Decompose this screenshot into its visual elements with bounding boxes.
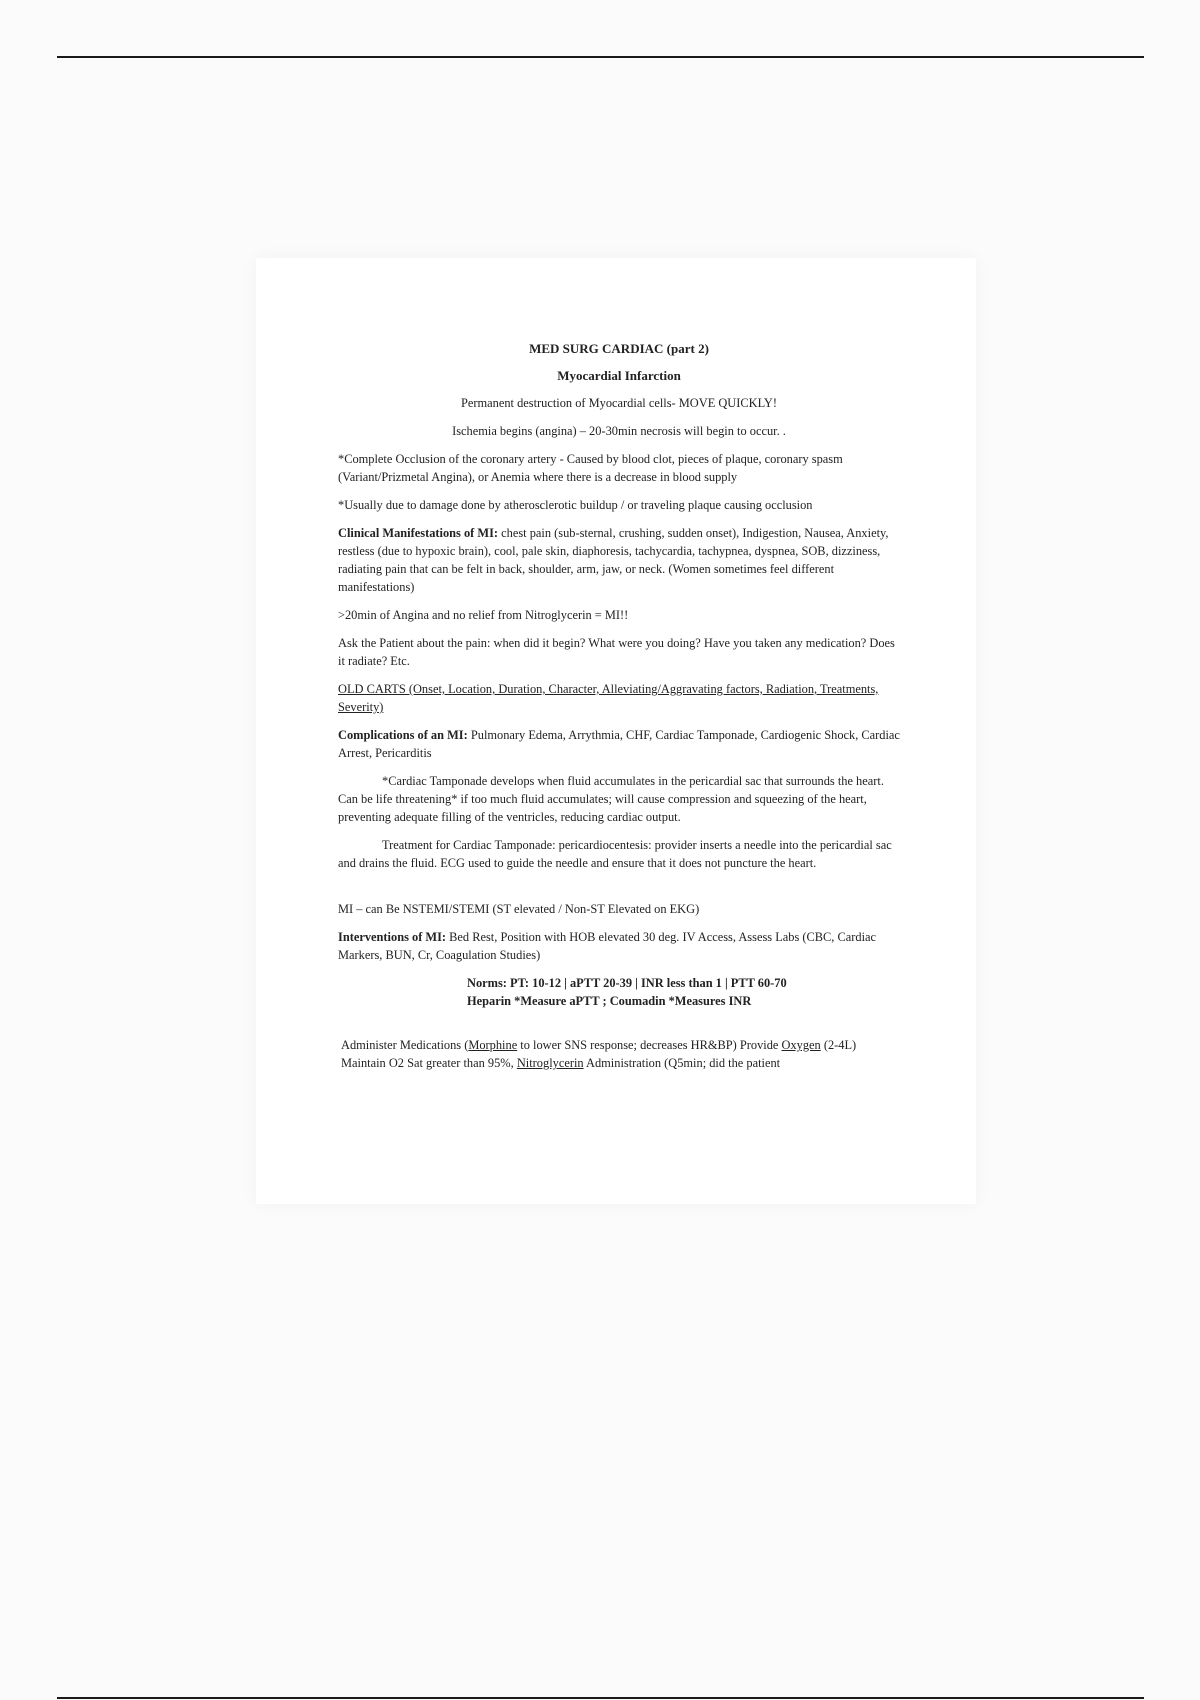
complications-label: Complications of an MI: <box>338 728 468 742</box>
clinical-manifestations-paragraph <box>338 524 900 596</box>
admin-text-3: (2-4L) Maintain O2 Sat greater than 95%, <box>341 1038 857 1070</box>
norms-line-2: Heparin *Measure aPTT ; Coumadin *Measures INR <box>467 994 752 1008</box>
document-title: MED SURG CARDIAC (part 2) <box>529 341 709 356</box>
tamponade-paragraph: *Cardiac Tamponade develops when fluid accumulates in the pericardial sac that surrounds the heart. Can be life threatening* if too much fluid accumulates; will cause compression and squeezing of the heart, preventing adequate filling of the ventricles, reducing cardiac output. <box>338 774 884 824</box>
document-content <box>338 340 900 1082</box>
angina-line: >20min of Angina and no relief from Nitroglycerin = MI!! <box>338 608 629 622</box>
norms-line-1: Norms: PT: 10-12 | aPTT 20-39 | INR less than 1 | PTT 60-70 <box>467 976 787 990</box>
bottom-divider <box>57 1697 1144 1699</box>
atherosclerosis-paragraph: *Usually due to damage done by atherosclerotic buildup / or traveling plaque causing occlusion <box>338 498 813 512</box>
complications-text: Pulmonary Edema, Arrythmia, CHF, Cardiac Tamponade, Cardiogenic Shock, Cardiac Arrest, Pericarditis <box>338 728 900 760</box>
complications-paragraph <box>338 726 900 762</box>
oxygen-term: Oxygen <box>781 1038 821 1052</box>
treatment-paragraph: Treatment for Cardiac Tamponade: pericardiocentesis: provider inserts a needle into the pericardial sac and drains the fluid. ECG used to guide the needle and ensure that it does not puncture the heart. <box>338 838 892 870</box>
administer-paragraph <box>338 1036 900 1072</box>
interventions-paragraph <box>338 928 900 964</box>
ischemia-line: Ischemia begins (angina) – 20-30min necrosis will begin to occur. . <box>452 424 786 438</box>
ask-patient-paragraph: Ask the Patient about the pain: when did it begin? What were you doing? Have you taken any medication? Does it radiate? Etc. <box>338 636 895 668</box>
top-divider <box>57 56 1144 58</box>
admin-text-1: Administer Medications ( <box>341 1038 469 1052</box>
admin-text-4: Administration (Q5min; did the patient <box>583 1056 781 1070</box>
intro-line: Permanent destruction of Myocardial cells- MOVE QUICKLY! <box>460 396 777 410</box>
admin-text-2: to lower SNS response; decreases HR&BP) Provide <box>517 1038 782 1052</box>
clinical-label: Clinical Manifestations of MI: <box>338 526 499 540</box>
norms-block <box>338 974 900 1010</box>
nstemi-line: MI – can Be NSTEMI/STEMI (ST elevated / Non-ST Elevated on EKG) <box>338 902 700 916</box>
spacer <box>338 882 900 900</box>
nitroglycerin-term: Nitroglycerin <box>516 1056 584 1070</box>
morphine-term: Morphine <box>468 1038 518 1052</box>
document-subtitle: Myocardial Infarction <box>557 368 681 383</box>
clinical-text: chest pain (sub-sternal, crushing, sudden onset), Indigestion, Nausea, Anxiety, restless (due to hypoxic brain), cool, pale skin, diaphoresis, tachycardia, tachypnea, dyspnea, SOB, dizziness, radiating pain that can be felt in back, shoulder, arm, jaw, or neck. (Women sometimes feel different manifestations) <box>338 526 889 594</box>
occlusion-paragraph: *Complete Occlusion of the coronary artery - Caused by blood clot, pieces of plaque, coronary spasm (Variant/Prizmetal Angina), or Anemia where there is a decrease in blood supply <box>338 452 843 484</box>
interventions-text: Bed Rest, Position with HOB elevated 30 deg. IV Access, Assess Labs (CBC, Cardiac Markers, BUN, Cr, Coagulation Studies) <box>338 930 877 962</box>
interventions-label: Interventions of MI: <box>338 930 447 944</box>
oldcarts-paragraph: OLD CARTS (Onset, Location, Duration, Character, Alleviating/Aggravating factors, Radiation, Treatments, Severity) <box>338 682 879 714</box>
